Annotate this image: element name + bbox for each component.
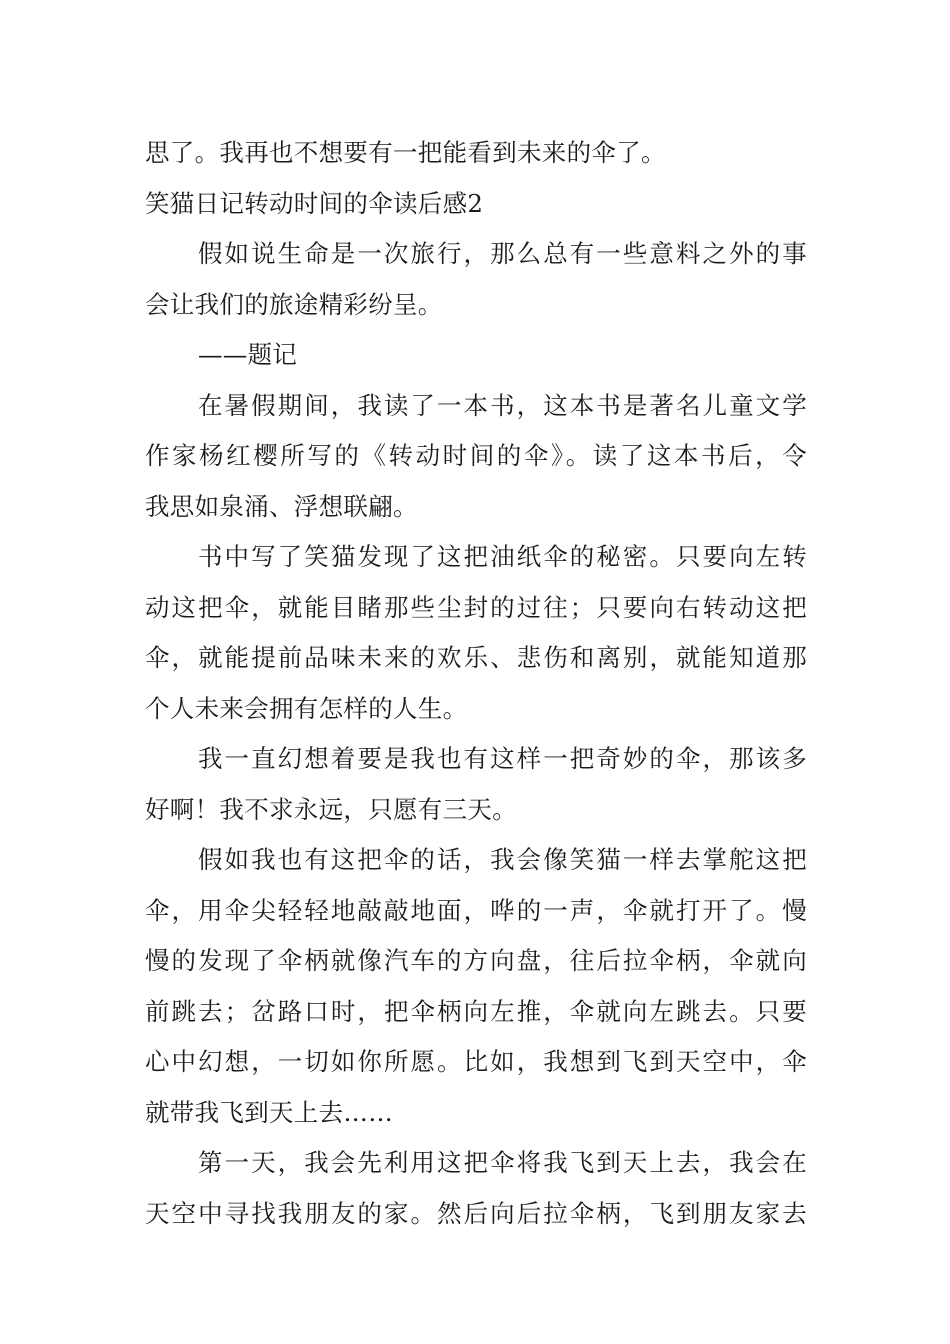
text-line: 我思如泉涌、浮想联翩。 (145, 491, 418, 521)
text-line: 天空中寻找我朋友的家。然后向后拉伞柄，飞到朋友家去 (145, 1198, 807, 1228)
text-line: 作家杨红樱所写的《转动时间的伞》。读了这本书后，令 (145, 441, 807, 470)
text-line: 假如说生命是一次旅行，那么总有一些意料之外的事 (198, 239, 807, 268)
text-line: 假如我也有这把伞的话，我会像笑猫一样去掌舵这把 (198, 845, 807, 874)
text-line: 伞，用伞尖轻轻地敲敲地面，哗的一声，伞就打开了。慢 (145, 895, 807, 925)
text-line: 书中写了笑猫发现了这把油纸伞的秘密。只要向左转 (198, 542, 807, 571)
text-line: 动这把伞，就能目睹那些尘封的过往；只要向右转动这把 (145, 592, 807, 622)
document-body (145, 128, 807, 1239)
text-line: 前跳去；岔路口时，把伞柄向左推，伞就向左跳去。只要 (145, 996, 807, 1026)
text-line: 就带我飞到天上去…… (145, 1097, 393, 1127)
text-line: 会让我们的旅途精彩纷呈。 (145, 289, 443, 319)
text-line: 个人未来会拥有怎样的人生。 (145, 693, 468, 723)
text-line: 心中幻想，一切如你所愿。比如，我想到飞到天空中，伞 (145, 1047, 807, 1076)
text-line: 第一天，我会先利用这把伞将我飞到天上去，我会在 (198, 1148, 807, 1177)
text-line: 慢的发现了伞柄就像汽车的方向盘，往后拉伞柄，伞就向 (145, 946, 807, 975)
text-line: ——题记 (198, 340, 298, 369)
text-line: 思了。我再也不想要有一把能看到未来的伞了。 (145, 138, 666, 167)
text-line: 好啊！我不求永远，只愿有三天。 (145, 794, 517, 824)
text-line: 伞，就能提前品味未来的欢乐、悲伤和离别，就能知道那 (145, 643, 807, 672)
text-line: 在暑假期间，我读了一本书，这本书是著名儿童文学 (198, 390, 807, 420)
text-line: 笑猫日记转动时间的伞读后感2 (145, 188, 484, 218)
text-line: 我一直幻想着要是我也有这样一把奇妙的伞，那该多 (198, 744, 807, 773)
